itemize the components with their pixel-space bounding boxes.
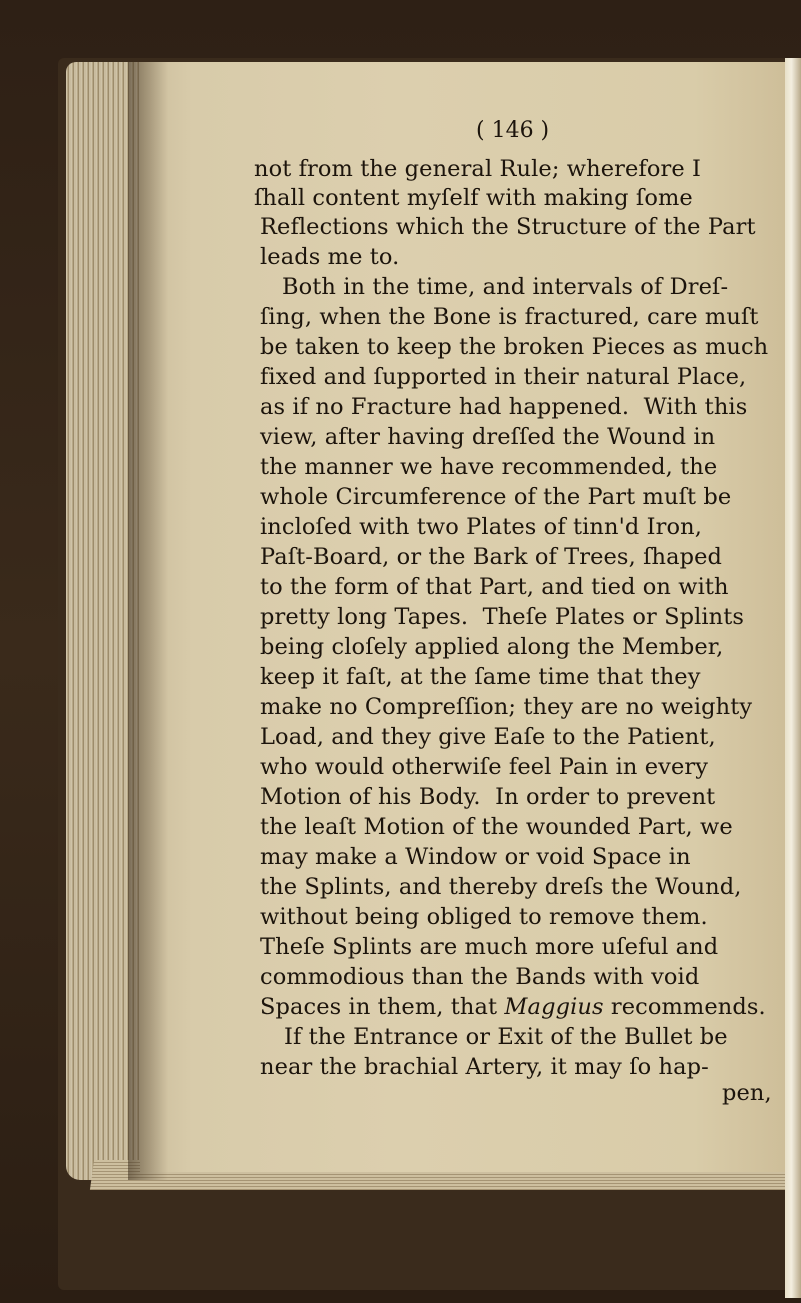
text-line: be taken to keep the broken Pieces as much (260, 334, 769, 360)
text-line: ſing, when the Bone is fractured, care muſt (260, 304, 759, 330)
text-line: the Splints, and thereby dreſs the Wound, (260, 874, 742, 900)
text-line: keep it faſt, at the ſame time that they (260, 664, 701, 690)
text-line: Load, and they give Eaſe to the Patient, (260, 724, 716, 750)
text-line: Reflections which the Structure of the Part (260, 214, 756, 240)
text-line: being cloſely applied along the Member, (260, 634, 724, 660)
text-line: Both in the time, and intervals of Dreſ- (282, 274, 729, 300)
text-line: the leaſt Motion of the wounded Part, we (260, 814, 733, 840)
text-line: near the brachial Artery, it may ſo hap- (260, 1054, 709, 1080)
page-number-header: ( 146 ) (476, 118, 550, 143)
text-line: make no Compreſſion; they are no weighty (260, 694, 753, 720)
catchword: pen, (722, 1080, 772, 1106)
text-line: fixed and ſupported in their natural Place, (260, 364, 747, 390)
page-right-edge (785, 58, 801, 1298)
text-line: view, after having dreſſed the Wound in (260, 424, 716, 450)
text-line: the manner we have recommended, the (260, 454, 718, 480)
text-line: If the Entrance or Exit of the Bullet be (284, 1024, 728, 1050)
text-line: without being obliged to remove them. (260, 904, 708, 930)
text-line: to the form of that Part, and tied on with (260, 574, 729, 600)
text-line: ſhall content myſelf with making ſome (254, 185, 693, 211)
text-line: not from the general Rule; wherefore I (254, 156, 701, 182)
text-line: Paſt-Board, or the Bark of Trees, ſhaped (260, 544, 723, 570)
text-line: Spaces in them, that Maggius recommends. (260, 994, 766, 1020)
text-line: who would otherwiſe feel Pain in every (260, 754, 709, 780)
text-line: Motion of his Body. In order to prevent (260, 784, 716, 810)
text-line: Theſe Splints are much more uſeful and (260, 934, 719, 960)
text-line: as if no Fracture had happened. With this (260, 394, 748, 420)
text-line: whole Circumference of the Part muſt be (260, 484, 732, 510)
text-line: pretty long Tapes. Theſe Plates or Splints (260, 604, 745, 630)
gutter-shadow (128, 62, 168, 1180)
text-line: commodious than the Bands with void (260, 964, 700, 990)
text-line: leads me to. (260, 244, 400, 270)
text-line: incloſed with two Plates of tinn'd Iron, (260, 514, 702, 540)
text-line: may make a Window or void Space in (260, 844, 691, 870)
